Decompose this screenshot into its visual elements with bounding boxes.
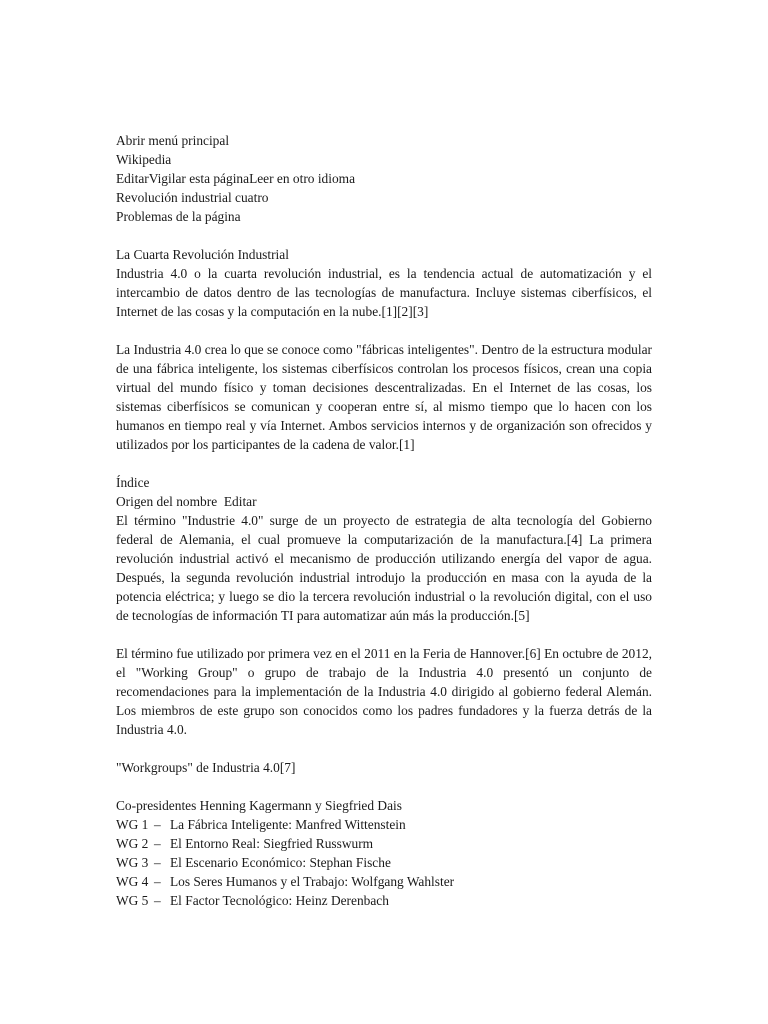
site-name-link[interactable]: Wikipedia [116,152,172,167]
wg-code: WG 3 [116,855,149,870]
document-page [116,131,652,910]
origin-paragraph-1: El término "Industrie 4.0" surge de un proyecto de estrategia de alta tecnología del Gobierno federal de Alemania, el cual promueve la computarización de la manufactura.[4] La primera revolución industrial activó el mecanismo de producción utilizando energía del vapor de agua. Después, la segunda revolución industrial introdujo la producción en masa con la ayuda de la potencia eléctrica; y luego se dio la tercera revolución industrial o la revolución digital, con el uso de tecnologías de información TI para automatizar aún más la producción.[5] [116,513,652,623]
toc-link[interactable]: Índice [116,475,150,490]
wg-dash: – [154,836,161,851]
wg-code: WG 4 [116,874,149,889]
edit-link[interactable]: Editar [116,171,149,186]
list-item [116,853,652,872]
wg-text: El Factor Tecnológico: Heinz Derenbach [170,893,389,908]
intro-paragraph-2: La Industria 4.0 crea lo que se conoce como "fábricas inteligentes". Dentro de la estructura modular de una fábrica inteligente, los sistemas ciberfísicos controlan los procesos físicos, crean una copia virtual del mundo físico y toman decisiones descentralizadas. En el Internet de las cosas, los sistemas ciberfísicos se comunican y cooperan entre sí, al mismo tiempo que lo hacen con los humanos en tiempo real y vía Internet. Ambos servicios internos y de organización son ofrecidos y utilizados por los participantes de la cadena de valor.[1] [116,342,652,452]
language-link[interactable]: Leer en otro idioma [249,171,356,186]
wg-text: La Fábrica Inteligente: Manfred Wittenstein [170,817,406,832]
wg-text: Los Seres Humanos y el Trabajo: Wolfgang Wahlster [170,874,455,889]
wg-dash: – [154,893,161,908]
workgroups-heading: "Workgroups" de Industria 4.0[7] [116,760,296,775]
page-actions [116,169,652,188]
wg-dash: – [154,855,161,870]
page-title: Revolución industrial cuatro [116,190,269,205]
workgroups-chairs: Co-presidentes Henning Kagermann y Siegfried Dais [116,798,402,813]
list-item [116,891,652,910]
intro-heading: La Cuarta Revolución Industrial [116,247,289,262]
section-heading-origin [116,492,652,511]
wg-code: WG 2 [116,836,149,851]
wg-text: El Escenario Económico: Stephan Fische [170,855,391,870]
wg-code: WG 1 [116,817,149,832]
origin-paragraph-2: El término fue utilizado por primera vez en el 2011 en la Feria de Hannover.[6] En octubre de 2012, el "Working Group" o grupo de trabajo de la Industria 4.0 presentó un conjunto de recomendaciones para la implementación de la Industria 4.0 dirigido al gobierno federal Alemán. Los miembros de este grupo son conocidos como los padres fundadores y la fuerza detrás de la Industria 4.0. [116,646,652,737]
section-title: Origen del nombre [116,494,218,509]
list-item [116,815,652,834]
list-item [116,872,652,891]
wg-code: WG 5 [116,893,149,908]
intro-paragraph-1: Industria 4.0 o la cuarta revolución industrial, es la tendencia actual de automatización y el intercambio de datos dentro de las tecnologías de manufactura. Incluye sistemas ciberfísicos, el Internet de las cosas y la computación en la nube.[1][2][3] [116,266,652,319]
wg-text: El Entorno Real: Siegfried Russwurm [170,836,374,851]
list-item [116,834,652,853]
wg-dash: – [154,874,161,889]
wg-dash: – [154,817,161,832]
watch-link[interactable]: Vigilar esta página [148,171,250,186]
page-problems-link[interactable]: Problemas de la página [116,209,241,224]
section-edit-link[interactable]: Editar [223,494,257,509]
open-menu-link[interactable]: Abrir menú principal [116,133,230,148]
